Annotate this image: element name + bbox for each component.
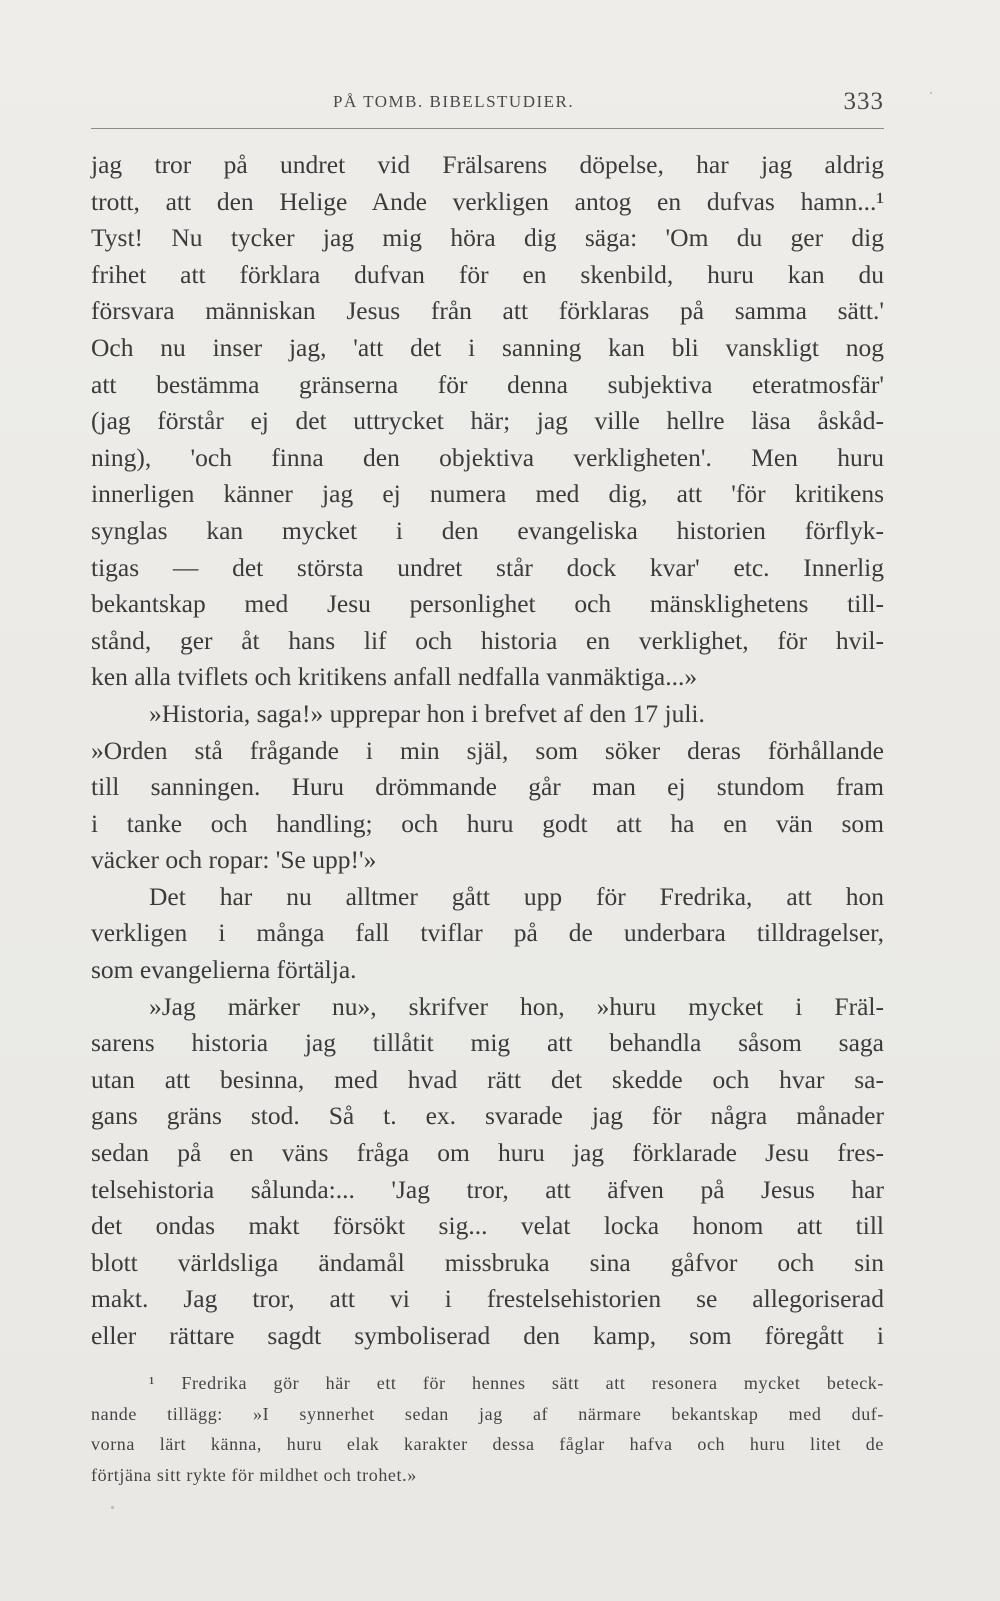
text-line: verkligen i många fall tviflar på de underbara tilldragelser, (91, 918, 884, 948)
text-line: »Jag märker nu», skrifver hon, »huru mycket i Fräl- (149, 991, 884, 1021)
text-line: frihet att förklara dufvan för en skenbild, huru kan du (91, 259, 884, 289)
text-line: ken alla tviflets och kritikens anfall nedfalla vanmäktiga...» (91, 662, 698, 692)
text-line: försvara människan Jesus från att förklaras på samma sätt.' (91, 296, 884, 326)
text-line: som evangelierna förtälja. (91, 955, 357, 985)
paper-speck (930, 92, 932, 94)
text-line: till sanningen. Huru drömmande går man ej stundom fram (91, 772, 884, 802)
text-line: det ondas makt försökt sig... velat locka honom att till (91, 1211, 884, 1241)
text-line: väcker och ropar: 'Se upp!'» (91, 845, 377, 875)
text-line: jag tror på undret vid Frälsarens döpelse, har jag aldrig (91, 150, 884, 179)
text-line: stånd, ger åt hans lif och historia en verklighet, för hvil- (91, 625, 884, 655)
text-line: Tyst! Nu tycker jag mig höra dig säga: 'Om du ger dig (91, 223, 884, 253)
running-head (91, 88, 884, 122)
footnote-line: ¹ Fredrika gör här ett för hennes sätt att resonera mycket beteck- (149, 1373, 884, 1393)
text-line: »Historia, saga!» upprepar hon i brefvet af den 17 juli. (149, 698, 705, 728)
text-line: i tanke och handling; och huru godt att ha en vän som (91, 808, 884, 838)
text-line: Och nu inser jag, 'att det i sanning kan bli vanskligt nog (91, 332, 884, 362)
text-line: tigas — det största undret står dock kvar' etc. Innerlig (91, 552, 884, 582)
footnotes (91, 1368, 884, 1490)
text-line: synglas kan mycket i den evangeliska historien förflyk- (91, 515, 884, 545)
text-line: ning), 'och finna den objektiva verkligheten'. Men huru (91, 442, 884, 472)
text-line: utan att besinna, med hvad rätt det skedde och hvar sa- (91, 1064, 884, 1094)
body-text (91, 147, 884, 1355)
paper-speck (111, 1506, 114, 1509)
text-line: telsehistoria sålunda:... 'Jag tror, att äfven på Jesus har (91, 1174, 884, 1204)
text-line: eller rättare sagdt symboliserad den kamp, som föregått i (91, 1321, 884, 1350)
running-title: PÅ TOMB. BIBELSTUDIER. (333, 92, 575, 111)
text-line: makt. Jag tror, att vi i frestelsehistorien se allegoriserad (91, 1284, 884, 1314)
text-line: sarens historia jag tillåtit mig att behandla såsom saga (91, 1028, 884, 1058)
header-rule (91, 128, 884, 129)
text-line: sedan på en väns fråga om huru jag förklarade Jesu fres- (91, 1138, 884, 1168)
footnote-line: förtjäna sitt rykte för mildhet och trohet.» (91, 1464, 417, 1485)
text-line: trott, att den Helige Ande verkligen antog en dufvas hamn...¹ (91, 186, 884, 216)
text-line: att bestämma gränserna för denna subjektiva eteratmosfär' (91, 369, 884, 399)
text-line: gans gräns stod. Så t. ex. svarade jag för några månader (91, 1101, 884, 1131)
footnote-line: nande tillägg: »I synnerhet sedan jag af närmare bekantskap med duf- (91, 1403, 884, 1424)
text-line: bekantskap med Jesu personlighet och mänsklighetens till- (91, 589, 884, 619)
text-line: Det har nu alltmer gått upp för Fredrika, att hon (149, 881, 884, 911)
footnote-line: vorna lärt känna, huru elak karakter dessa fåglar hafva och huru litet de (91, 1434, 884, 1454)
page-number: 333 (843, 88, 884, 115)
text-line: blott världsliga ändamål missbruka sina gåfvor och sin (91, 1247, 884, 1277)
text-line: »Orden stå frågande i min själ, som söker deras förhållande (91, 735, 884, 765)
text-line: (jag förstår ej det uttrycket här; jag ville hellre läsa åskåd- (91, 406, 884, 436)
text-line: innerligen känner jag ej numera med dig, att 'för kritikens (91, 479, 884, 509)
